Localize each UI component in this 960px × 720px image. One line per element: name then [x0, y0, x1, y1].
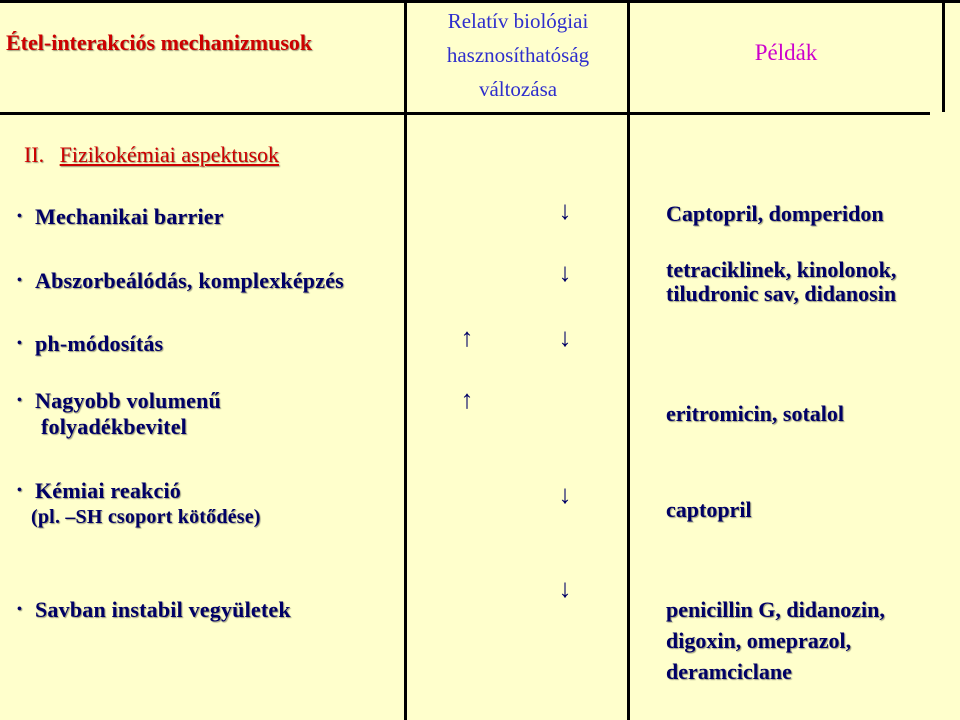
example-line-1: tetraciklinek, kinolonok,: [666, 257, 897, 282]
arrow-down-icon: ↓: [558, 196, 572, 225]
header-bioavailability-line-1: Relatív biológiai: [447, 9, 589, 33]
example-line-2: tiludronic sav, didanosin: [666, 281, 897, 306]
row-label-text: ph-módosítás: [35, 331, 164, 356]
bullet-icon: •: [17, 483, 23, 498]
row-label-text: Mechanikai barrier: [35, 204, 224, 229]
arrow-down-icon: ↓: [558, 574, 572, 603]
bullet-icon: •: [17, 393, 23, 408]
section-title: Fizikokémiai aspektusok: [59, 142, 280, 167]
header-bioavailability-line-2: hasznosíthatóság: [446, 43, 590, 67]
section-heading: [24, 142, 279, 168]
header-bioavailability: [408, 4, 628, 106]
example-text: [666, 258, 896, 306]
header-top-rule: [0, 0, 960, 3]
column-divider-2: [627, 0, 630, 720]
right-edge-rule: [942, 0, 945, 112]
row-label-text: Abszorbeálódás, komplexképzés: [35, 268, 344, 293]
bullet-icon: •: [17, 602, 23, 617]
header-bottom-rule: [0, 112, 930, 115]
example-text: captopril: [666, 497, 752, 522]
header-bioavailability-line-3: változása: [478, 77, 558, 101]
bullet-icon: •: [17, 273, 23, 288]
example-text: [666, 594, 885, 687]
arrow-down-icon: ↓: [558, 323, 572, 352]
arrow-up-icon: ↑: [460, 323, 474, 352]
section-number: II.: [24, 142, 45, 167]
example-line-2: digoxin, omeprazol,: [666, 628, 852, 653]
example-line-1: penicillin G, didanozin,: [666, 597, 885, 622]
row-label-text-line-2: (pl. –SH csoport kötődése): [31, 506, 261, 528]
arrow-up-icon: ↑: [460, 385, 474, 414]
bullet-icon: •: [17, 209, 23, 224]
arrow-down-icon: ↓: [558, 258, 572, 287]
bullet-icon: •: [17, 336, 23, 351]
row-label-text: Nagyobb volumenű: [35, 388, 221, 413]
row-label-text: Kémiai reakció: [35, 478, 181, 503]
example-line-3: deramciclane: [666, 659, 792, 684]
header-examples: Példák: [754, 40, 818, 65]
column-divider-1: [404, 0, 407, 720]
header-mechanisms: Étel-interakciós mechanizmusok: [6, 30, 313, 55]
arrow-down-icon: ↓: [558, 480, 572, 509]
example-text: eritromicin, sotalol: [666, 401, 844, 426]
row-label-text: Savban instabil vegyületek: [35, 597, 291, 622]
example-text: Captopril, domperidon: [666, 201, 884, 226]
row-label-text-line-2: folyadékbevitel: [41, 414, 187, 439]
